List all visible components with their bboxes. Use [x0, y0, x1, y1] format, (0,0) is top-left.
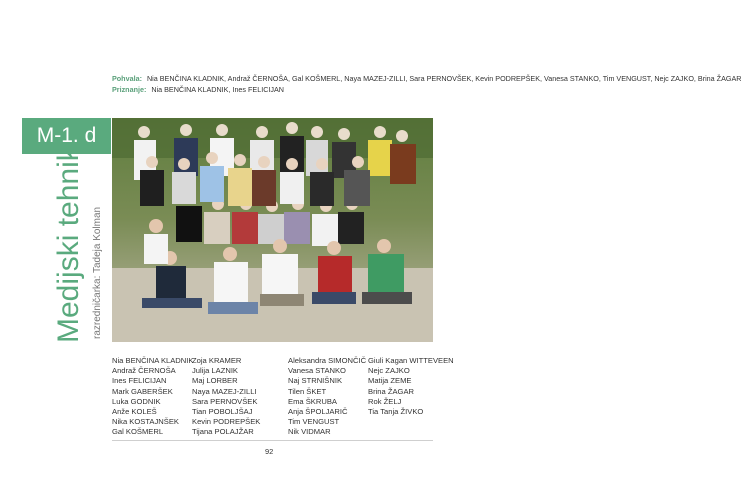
- page-number: 92: [265, 447, 274, 456]
- program-title: Medijski tehnik: [52, 146, 85, 343]
- student-name: Rok ŽELJ: [368, 396, 402, 406]
- student-name: Giuli Kagan WITTEVEEN: [368, 356, 454, 365]
- student-name: Julija LAZNIK: [192, 366, 239, 376]
- award-recognition-row: [112, 84, 472, 95]
- names-column-2: [192, 356, 260, 438]
- names-column-4: [368, 356, 454, 417]
- student-name: Anže KOLEŠ: [112, 407, 157, 417]
- student-name: Zoja KRAMER: [192, 356, 242, 365]
- award-recognition-label: Priznanje:: [112, 85, 147, 94]
- award-praise-row: [112, 73, 741, 84]
- student-name: Naj STRNIŠNIK: [288, 376, 343, 386]
- student-name: Ema ŠKRUBA: [288, 396, 337, 406]
- awards-section: [112, 73, 741, 95]
- student-name: Vanesa STANKO: [288, 366, 346, 376]
- names-column-3: [288, 356, 366, 438]
- student-name: Tilen ŠKET: [288, 386, 327, 396]
- student-name: Nik VIDMAR: [288, 427, 331, 437]
- student-name: Anja ŠPOLJARIČ: [288, 407, 348, 417]
- student-name: Naya MAZEJ-ZILLI: [192, 386, 257, 396]
- student-name: Nejc ZAJKO: [368, 366, 410, 376]
- award-praise-names: Nia BENČINA KLADNIK, Andraž ČERNOŠA, Gal KOŠMERL, Naya MAZEJ-ZILLI, Sara PERNOVŠEK, Kevin PODREPŠEK, Vanesa STANKO, Tim VENGUST, Nejc ZAJKO, Brina ŽAGAR: [146, 74, 741, 83]
- student-name: Tim VENGUST: [288, 417, 340, 427]
- award-praise-label: Pohvala:: [112, 74, 142, 83]
- student-name: Kevin PODREPŠEK: [192, 417, 261, 427]
- student-name: Tijana POLAJŽAR: [192, 427, 254, 437]
- student-name: Maj LORBER: [192, 376, 238, 386]
- student-name: Ines FELICIJAN: [112, 376, 167, 386]
- class-label: M-1. d: [22, 118, 111, 154]
- student-name: Gal KOŠMERL: [112, 427, 164, 437]
- student-name: Andraž ČERNOŠA: [112, 366, 176, 376]
- class-teacher: razredničarka: Tadeja Kolman: [92, 206, 103, 339]
- student-name: Luka GODNIK: [112, 396, 161, 406]
- student-name: Aleksandra SIMONČIČ: [288, 356, 367, 365]
- student-name: Nika KOSTAJNŠEK: [112, 417, 179, 427]
- student-name: Sara PERNOVŠEK: [192, 396, 258, 406]
- award-recognition-names: Nia BENČINA KLADNIK, Ines FELICIJAN: [151, 85, 284, 94]
- student-name: Tian POBOLJŠAJ: [192, 407, 253, 417]
- student-name: Nia BENČINA KLADNIK: [112, 356, 194, 365]
- student-name: Tia Tanja ŽIVKO: [368, 407, 424, 417]
- student-name: Matija ZEME: [368, 376, 412, 386]
- student-name: Mark GABERŠEK: [112, 386, 173, 396]
- student-name: Brina ŽAGAR: [368, 386, 414, 396]
- class-photo: [112, 118, 433, 342]
- footer-divider: [112, 440, 433, 441]
- names-column-1: [112, 356, 193, 438]
